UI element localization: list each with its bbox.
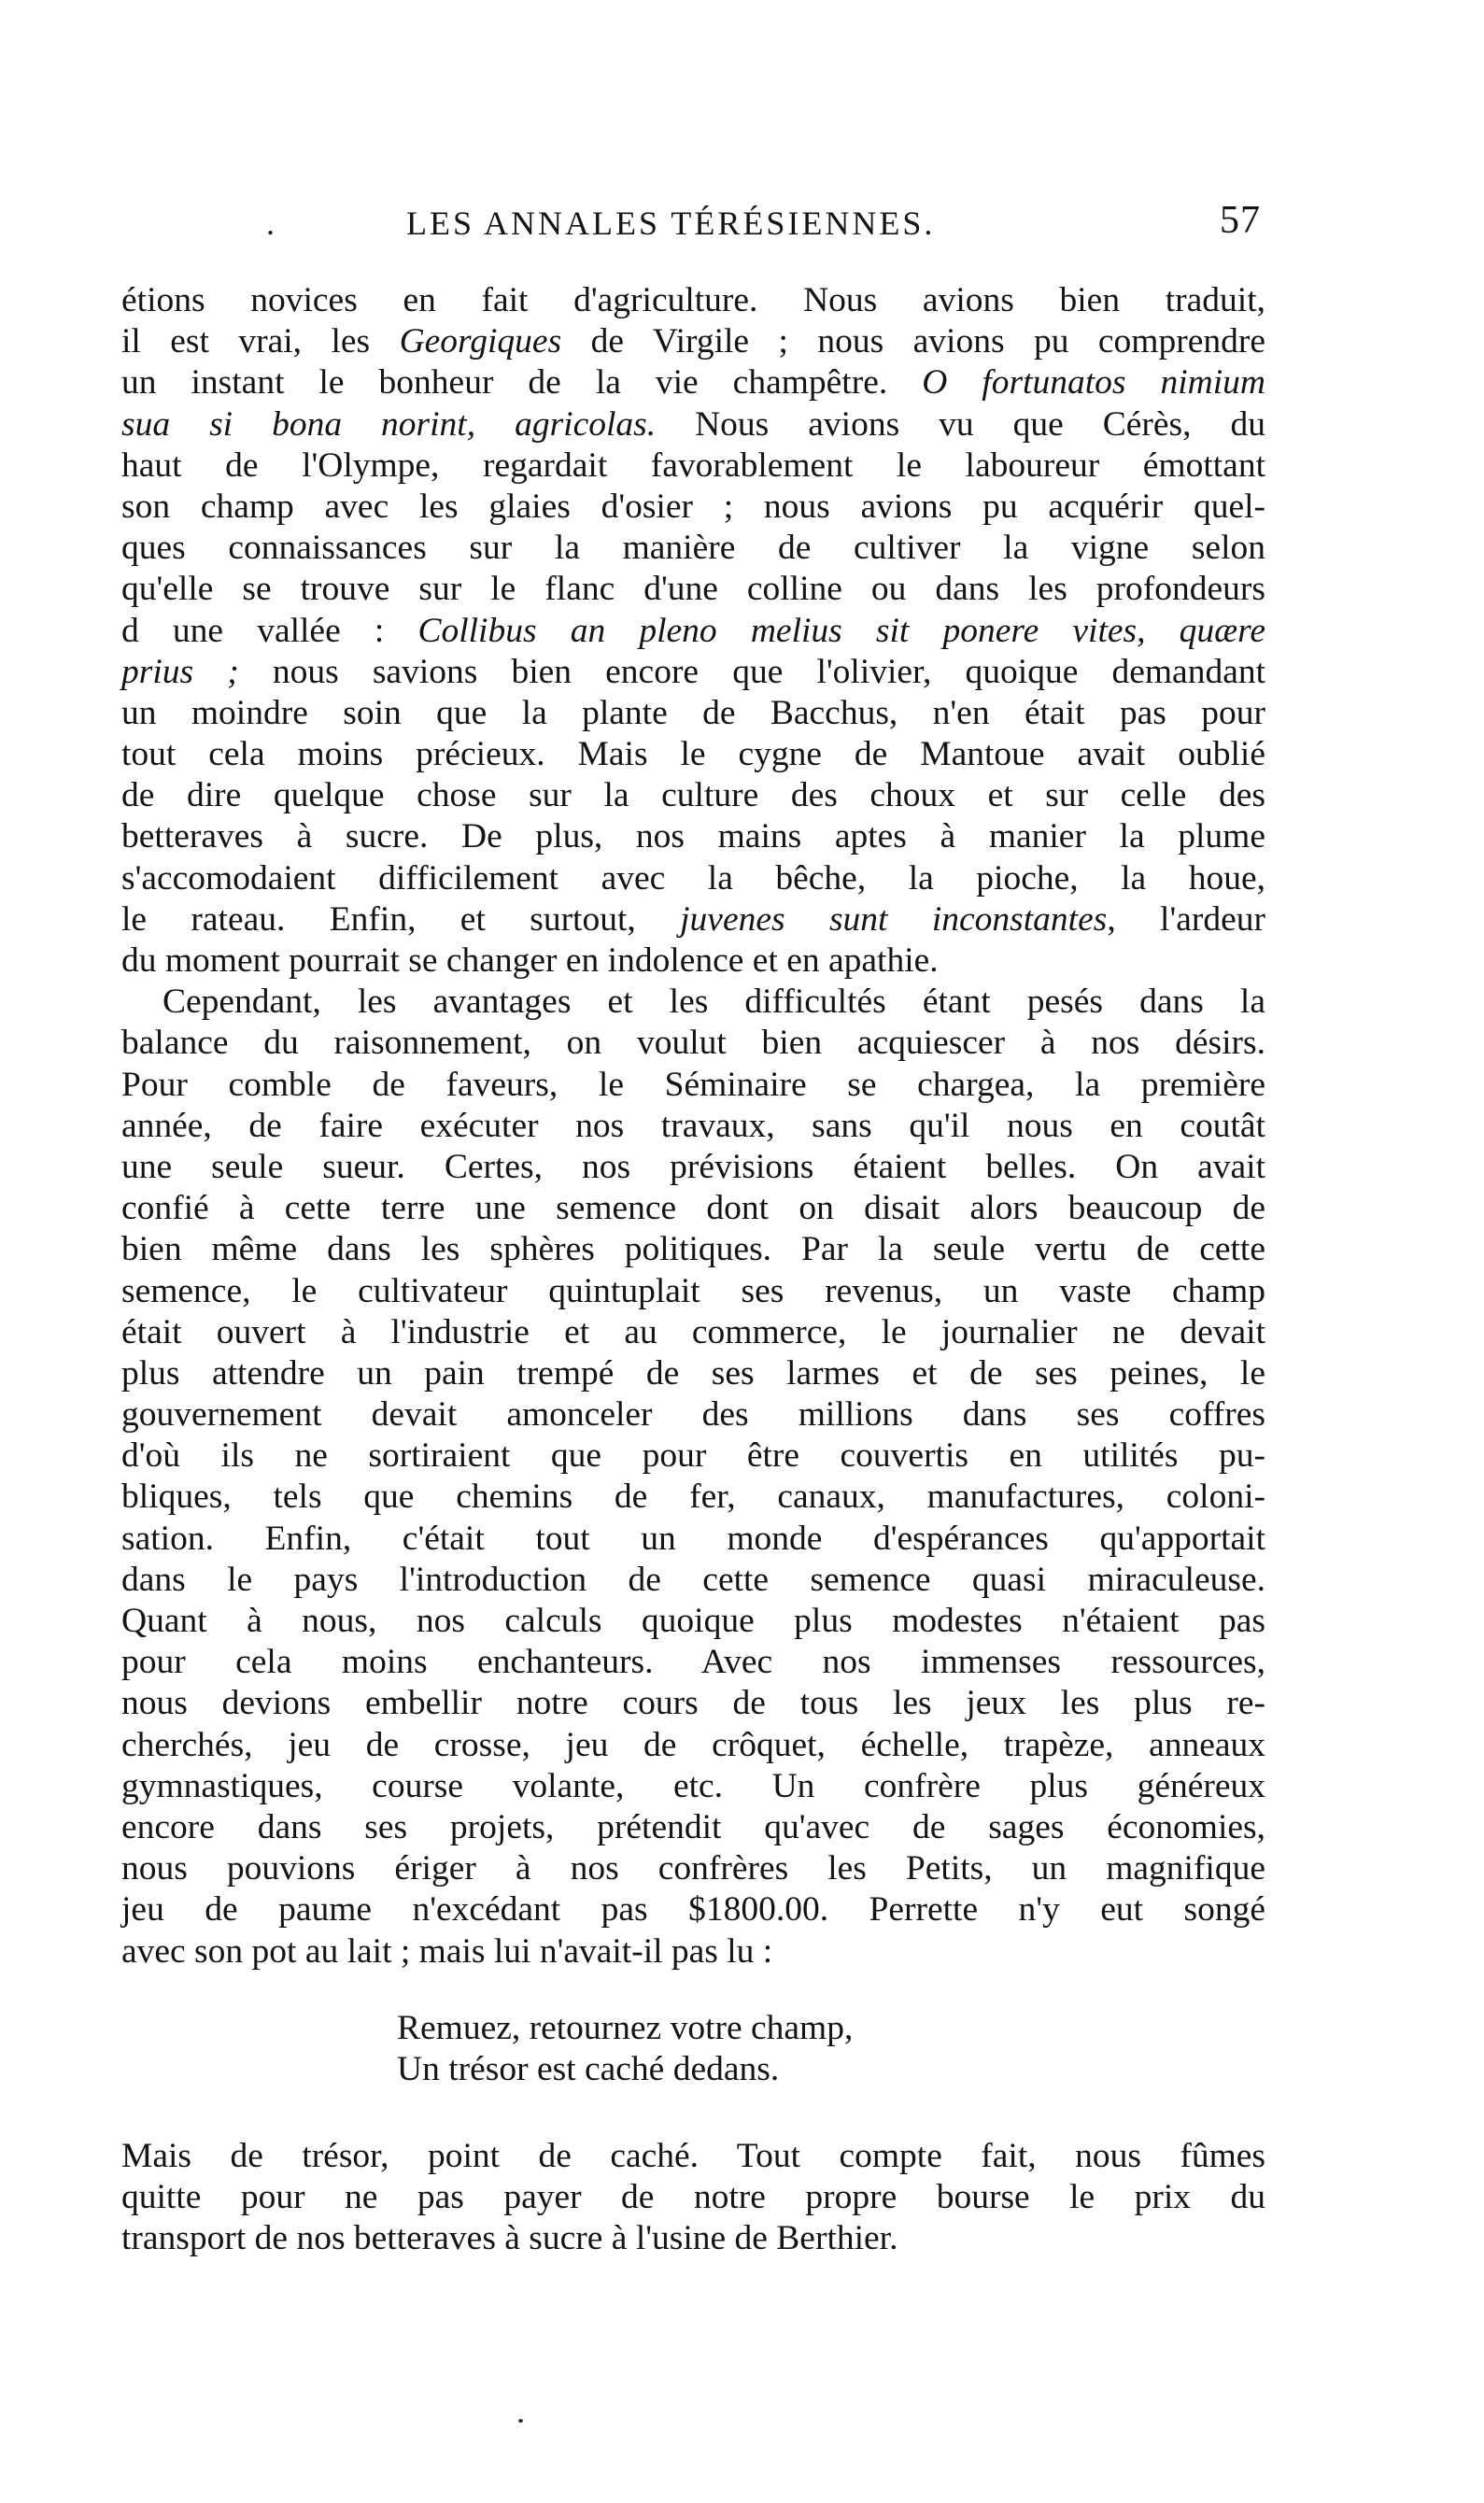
- italic-run: sua si bona norint, agricolas.: [121, 404, 657, 444]
- text-line: [121, 1106, 1265, 1147]
- text-run: d'où ils ne sortiraient que pour être couvertis en utilités pu-: [121, 1436, 1265, 1476]
- running-header: [121, 199, 1261, 260]
- verse-line: Remuez, retournez votre champ,: [397, 2009, 854, 2047]
- text-run: plus attendre un pain trempé de ses larmes et de ses peines, le: [121, 1353, 1265, 1393]
- closing-paragraph: [121, 2136, 1265, 2260]
- text-line: [121, 816, 1265, 857]
- text-run: gymnastiques, course volante, etc. Un confrère plus généreux: [121, 1766, 1265, 1805]
- text-line: [121, 528, 1265, 569]
- text-line: [121, 404, 1265, 445]
- italic-run: O fortunatos nimium: [922, 363, 1265, 403]
- text-run: bien même dans les sphères politiques. Par la seule vertu de cette: [121, 1230, 1265, 1269]
- text-run: un moindre soin que la plante de Bacchus, n'en était pas pour: [121, 693, 1265, 732]
- italic-run: prius ;: [121, 652, 239, 691]
- text-run: de Virgile ; nous avions pu comprendre: [561, 322, 1265, 361]
- text-run: ques connaissances sur la manière de cultiver la vigne selon: [121, 529, 1265, 568]
- text-run: balance du raisonnement, on voulut bien acquiescer à nos désirs.: [121, 1024, 1265, 1063]
- text-line: [121, 693, 1265, 734]
- text-run: nous pouvions ériger à nos confrères les Petits, un magnifique: [121, 1849, 1265, 1888]
- text-line: [121, 1147, 1265, 1188]
- text-run: qu'elle se trouve sur le flanc d'une colline ou dans les profondeurs: [121, 570, 1265, 609]
- text-line: [121, 1642, 1265, 1683]
- text-line: [121, 1353, 1265, 1394]
- text-line: [121, 1065, 1265, 1106]
- text-line: [121, 1477, 1265, 1518]
- text-line: [121, 1560, 1265, 1601]
- text-run: bliques, tels que chemins de fer, canaux, manufactures, coloni-: [121, 1478, 1265, 1517]
- italic-run: Georgiques: [399, 322, 562, 361]
- text-line: [121, 1229, 1265, 1270]
- text-line: [121, 775, 1265, 816]
- text-line: [121, 1725, 1265, 1766]
- text-line: [121, 1519, 1265, 1560]
- text-line: [121, 1023, 1265, 1064]
- text-run: nous devions embellir notre cours de tous les jeux les plus re-: [121, 1684, 1265, 1723]
- text-line: [121, 940, 1265, 982]
- text-line: [121, 445, 1265, 487]
- text-line: [121, 1931, 1265, 1973]
- text-line: [121, 1435, 1265, 1477]
- verse-line: Un trésor est caché dedans.: [397, 2050, 780, 2089]
- text-run: confié à cette terre une semence dont on disait alors beaucoup de: [121, 1189, 1265, 1228]
- text-line: [121, 362, 1265, 403]
- text-run: Pour comble de faveurs, le Séminaire se chargea, la première: [121, 1065, 1265, 1104]
- text-run: Quant à nous, nos calculs quoique plus modestes n'étaient pas: [121, 1602, 1265, 1640]
- italic-run: juvenes sunt inconstantes: [680, 899, 1108, 939]
- text-line: [121, 321, 1265, 362]
- text-run: Nous avions vu que Cérès, du: [656, 404, 1265, 444]
- text-line: [121, 1889, 1265, 1930]
- text-run: s'accomodaient difficilement avec la bêche, la pioche, la houe,: [121, 858, 1265, 898]
- page-number: 57: [1220, 199, 1261, 242]
- text-line: [121, 1312, 1265, 1353]
- text-line: [121, 1848, 1265, 1889]
- verse-quote: [397, 2008, 853, 2090]
- text-line: [121, 652, 1265, 693]
- text-run: du moment pourrait se changer en indolence et en apathie.: [121, 941, 939, 980]
- text-run: encore dans ses projets, prétendit qu'avec de sages économies,: [121, 1807, 1265, 1846]
- text-line: [121, 1807, 1265, 1848]
- text-run: un instant le bonheur de la vie champêtre.: [121, 363, 923, 403]
- text-line: quitte pour ne pas payer de notre propre bourse le prix du: [121, 2178, 1265, 2217]
- text-line: [121, 899, 1265, 940]
- text-run: tout cela moins précieux. Mais le cygne de Mantoue avait oublié: [121, 735, 1265, 774]
- text-line: [121, 569, 1265, 610]
- text-line: [121, 1683, 1265, 1724]
- text-run: cherchés, jeu de crosse, jeu de crôquet, échelle, trapèze, anneaux: [121, 1725, 1265, 1764]
- text-run: son champ avec les glaies d'osier ; nous avions pu acquérir quel-: [121, 487, 1265, 526]
- text-run: haut de l'Olympe, regardait favorablement le laboureur émottant: [121, 445, 1265, 485]
- text-line: [121, 1271, 1265, 1312]
- text-run: année, de faire exécuter nos travaux, sans qu'il nous en coutât: [121, 1106, 1265, 1145]
- text-line: [121, 487, 1265, 528]
- text-run: betteraves à sucre. De plus, nos mains aptes à manier la plume: [121, 817, 1265, 856]
- text-line: [121, 280, 1265, 321]
- text-run: de dire quelque chose sur la culture des choux et sur celle des: [121, 776, 1265, 815]
- text-run: pour cela moins enchanteurs. Avec nos immenses ressources,: [121, 1643, 1265, 1682]
- text-line: [121, 1394, 1265, 1435]
- text-run: était ouvert à l'industrie et au commerce, le journalier ne devait: [121, 1312, 1265, 1351]
- text-run: Cependant, les avantages et les difficultés étant pesés dans la: [163, 983, 1265, 1022]
- text-line: [121, 1188, 1265, 1229]
- text-line: [121, 982, 1265, 1023]
- text-run: , l'ardeur: [1107, 899, 1265, 939]
- text-run: le rateau. Enfin, et surtout,: [121, 899, 681, 939]
- text-line: Mais de trésor, point de caché. Tout compte fait, nous fûmes: [121, 2137, 1265, 2175]
- text-run: gouvernement devait amonceler des millions dans ses coffres: [121, 1395, 1265, 1435]
- text-run: d une vallée :: [121, 611, 418, 650]
- header-dot: .: [266, 205, 277, 242]
- italic-run: Collibus an pleno melius sit ponere vites, quære: [417, 611, 1265, 650]
- text-run: jeu de paume n'excédant pas $1800.00. Perrette n'y eut songé: [121, 1890, 1265, 1930]
- body-text: [121, 280, 1265, 1973]
- text-line: [121, 1601, 1265, 1642]
- text-line: [121, 858, 1265, 899]
- text-run: sation. Enfin, c'était tout un monde d'espérances qu'apportait: [121, 1519, 1265, 1558]
- text-run: semence, le cultivateur quintuplait ses revenus, un vaste champ: [121, 1271, 1265, 1310]
- text-run: il est vrai, les: [121, 322, 400, 361]
- text-line: [121, 1766, 1265, 1807]
- print-speck: [518, 2419, 523, 2423]
- text-line: [121, 611, 1265, 652]
- text-run: avec son pot au lait ; mais lui n'avait-il pas lu :: [121, 1931, 773, 1971]
- text-run: étions novices en fait d'agriculture. Nous avions bien traduit,: [121, 281, 1265, 319]
- text-run: une seule sueur. Certes, nos prévisions étaient belles. On avait: [121, 1147, 1265, 1186]
- text-run: nous savions bien encore que l'olivier, quoique demandant: [238, 652, 1266, 691]
- text-run: dans le pays l'introduction de cette semence quasi miraculeuse.: [121, 1560, 1265, 1599]
- text-line: transport de nos betteraves à sucre à l'usine de Berthier.: [121, 2219, 898, 2258]
- text-line: [121, 734, 1265, 775]
- running-title: LES ANNALES TÉRÉSIENNES.: [406, 205, 936, 242]
